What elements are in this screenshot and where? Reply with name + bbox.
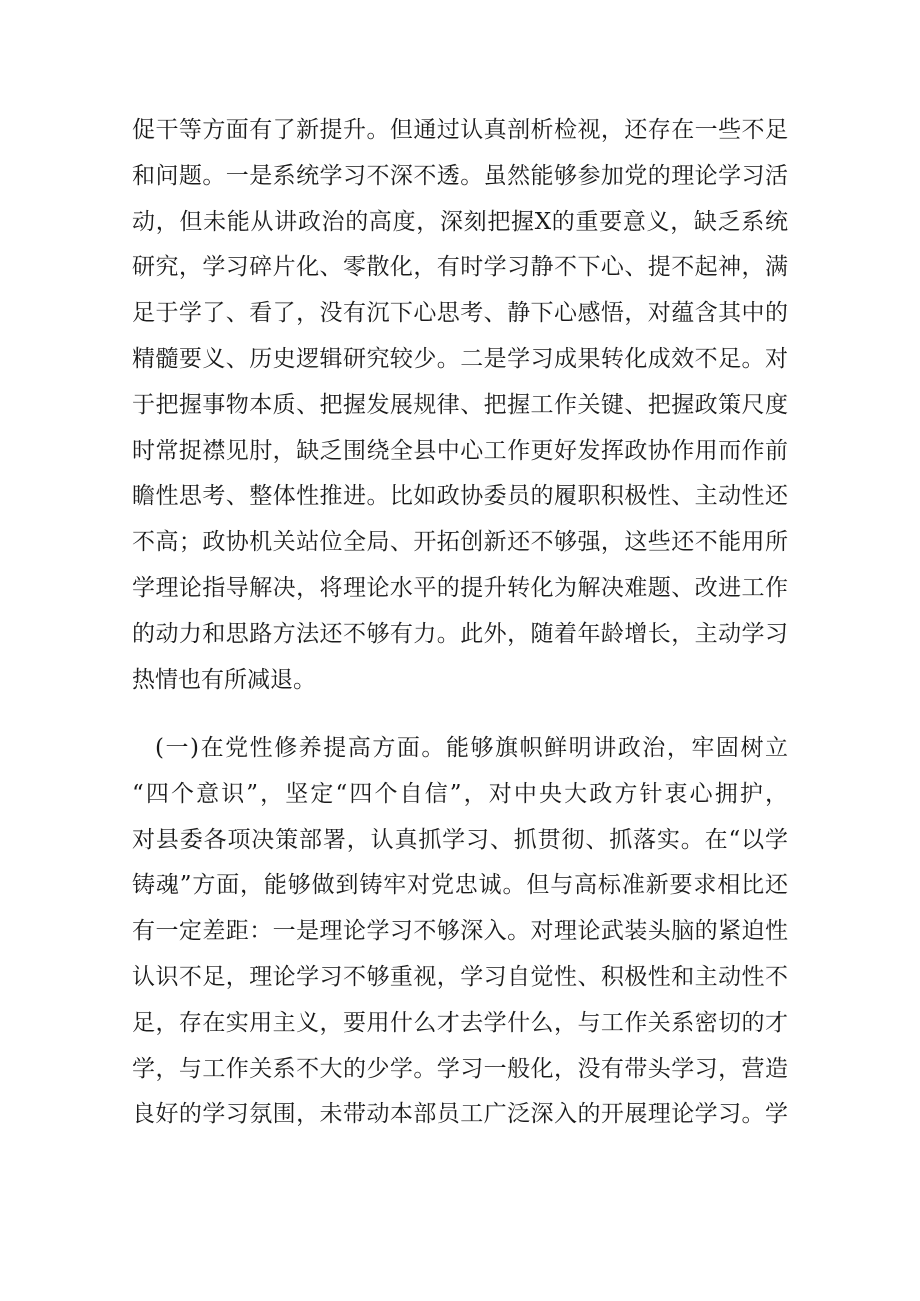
paragraph-line: 学，与工作关系不大的少学。学习一般化，没有带头学习，营造 (132, 1055, 788, 1082)
paragraph-line: 良好的学习氛围，未带动本部员工广泛深入的开展理论学习。学 (132, 1101, 788, 1128)
paragraph-line: 学理论指导解决，将理论水平的提升转化为解决难题、改进工作 (132, 574, 788, 601)
paragraph-line: 精髓要义、历史逻辑研究较少。二是学习成果转化成效不足。对 (132, 345, 788, 372)
paragraph-line: 热情也有所减退。 (132, 666, 316, 693)
paragraph-heading-line: (一)在党性修养提高方面。能够旗帜鲜明讲政治，牢固树立 (155, 735, 788, 761)
paragraph-line: 动，但未能从讲政治的高度，深刻把握X的重要意义，缺乏系统 (132, 208, 788, 235)
paragraph-line: 对县委各项决策部署，认真抓学习、抓贯彻、抓落实。在“以学 (132, 826, 788, 853)
paragraph-line: 足于学了、看了，没有沉下心思考、静下心感悟，对蕴含其中的 (132, 300, 788, 327)
paragraph-line: 于把握事物本质、把握发展规律、把握工作关键、把握政策尺度 (132, 391, 788, 418)
paragraph-line: “四个意识”，坚定“四个自信”，对中央大政方针衷心拥护， (132, 780, 788, 807)
paragraph-line: 促干等方面有了新提升。但通过认真剖析检视，还存在一些不足 (132, 117, 788, 143)
paragraph-line: 铸魂”方面，能够做到铸牢对党忠诚。但与高标准新要求相比还 (132, 872, 788, 899)
paragraph-line: 瞻性思考、整体性推进。比如政协委员的履职积极性、主动性还 (132, 483, 788, 510)
paragraph-2 (132, 726, 788, 1138)
paragraph-line: 有一定差距：一是理论学习不够深入。对理论武装头脑的紧迫性 (132, 918, 788, 945)
paragraph-line: 时常捉襟见肘，缺乏围绕全县中心工作更好发挥政协作用而作前 (132, 437, 788, 464)
paragraph-line: 认识不足，理论学习不够重视，学习自觉性、积极性和主动性不 (132, 963, 788, 990)
paragraph-line: 的动力和思路方法还不够有力。此外，随着年龄增长，主动学习 (132, 620, 788, 647)
paragraph-1 (132, 108, 788, 703)
paragraph-line: 研究，学习碎片化、零散化，有时学习静不下心、提不起神，满 (132, 254, 788, 281)
paragraph-line: 足，存在实用主义，要用什么才去学什么，与工作关系密切的才 (132, 1009, 788, 1036)
paragraph-line: 不高；政协机关站位全局、开拓创新还不够强，这些还不能用所 (132, 529, 788, 556)
paragraph-line: 和问题。一是系统学习不深不透。虽然能够参加党的理论学习活 (132, 162, 788, 189)
